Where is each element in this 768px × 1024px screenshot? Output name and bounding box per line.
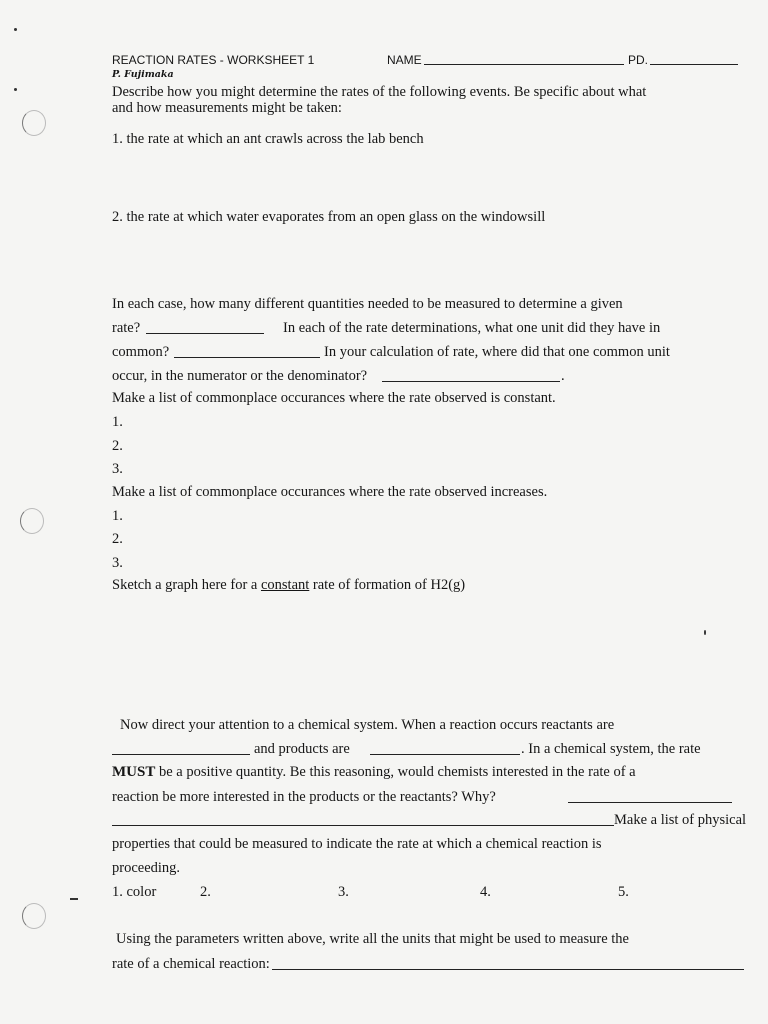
- constant-item-1: 1.: [112, 414, 123, 430]
- question-numerator: In your calculation of rate, where did that one common unit: [324, 344, 670, 360]
- event-water: 2. the rate at which water evaporates from an open glass on the windowsill: [112, 209, 546, 225]
- question-numerator-end: occur, in the numerator or the denominator?: [112, 368, 368, 384]
- answer-quantities[interactable]: [146, 321, 264, 334]
- binder-hole-bottom: [22, 903, 46, 929]
- author-signature: P. Fujimaka: [112, 69, 174, 80]
- property-item-1: 1. color: [112, 884, 157, 900]
- period-field[interactable]: [650, 52, 738, 65]
- must-word: MUST: [112, 764, 156, 780]
- chemical-line-7: proceeding.: [112, 860, 181, 876]
- answer-why[interactable]: [568, 790, 732, 803]
- question-common-unit: In each of the rate determinations, what one unit did they have in: [283, 320, 661, 336]
- sketch-area[interactable]: [112, 600, 732, 705]
- binder-hole-middle: [20, 508, 44, 534]
- chemical-line-2a: and products are: [254, 741, 350, 757]
- answer-reactants[interactable]: [112, 742, 250, 755]
- period-label: PD.: [628, 53, 649, 67]
- constant-list-prompt: Make a list of commonplace occurances where the rate observed is constant.: [112, 390, 556, 406]
- sketch-prompt-before: Sketch a graph here for a: [112, 577, 258, 593]
- property-item-2: 2.: [200, 884, 211, 900]
- chemical-line-6: properties that could be measured to indicate the rate at which a chemical reaction is: [112, 836, 602, 852]
- property-item-5: 5.: [618, 884, 629, 900]
- chemical-line-3: [112, 763, 636, 781]
- binder-hole-top: [22, 110, 46, 136]
- answer-why-continued[interactable]: [112, 813, 614, 826]
- speck: [14, 88, 17, 91]
- chemical-line-1: Now direct your attention to a chemical system. When a reaction occurs reactants are: [120, 717, 615, 733]
- units-line-1: Using the parameters written above, write all the units that might be used to measure the: [116, 931, 629, 947]
- sketch-prompt: [112, 576, 465, 594]
- constant-item-3: 3.: [112, 461, 123, 477]
- question-quantities-end: rate?: [112, 320, 141, 336]
- increase-list-prompt: Make a list of commonplace occurances where the rate observed increases.: [112, 484, 548, 500]
- speck: [14, 28, 17, 31]
- name-label: NAME: [387, 53, 422, 67]
- question-period: .: [561, 368, 565, 384]
- chemical-line-3-rest: be a positive quantity. Be this reasoning, would chemists interested in the rate of a: [158, 764, 636, 780]
- worksheet-title: REACTION RATES - WORKSHEET 1: [112, 53, 315, 67]
- increase-item-1: 1.: [112, 508, 123, 524]
- chemical-line-5: Make a list of physical: [614, 812, 747, 828]
- intro-line-1: Describe how you might determine the rates of the following events. Be specific about what: [112, 84, 647, 100]
- question-common-unit-end: common?: [112, 344, 170, 360]
- increase-item-2: 2.: [112, 531, 123, 547]
- increase-item-3: 3.: [112, 555, 123, 571]
- intro-line-2: and how measurements might be taken:: [112, 100, 342, 116]
- property-item-3: 3.: [338, 884, 349, 900]
- units-line-2: rate of a chemical reaction:: [112, 956, 270, 972]
- answer-common-unit[interactable]: [174, 345, 320, 358]
- question-quantities: In each case, how many different quantities needed to be measured to determine a given: [112, 296, 623, 312]
- answer-products[interactable]: [370, 742, 520, 755]
- constant-item-2: 2.: [112, 438, 123, 454]
- chemical-line-2b: . In a chemical system, the rate: [521, 741, 701, 757]
- event-ant: 1. the rate at which an ant crawls across the lab bench: [112, 131, 424, 147]
- answer-numerator[interactable]: [382, 369, 560, 382]
- sketch-prompt-after: rate of formation of H2(g): [312, 577, 466, 593]
- name-field[interactable]: [424, 52, 624, 65]
- sketch-prompt-underlined: constant: [260, 577, 310, 593]
- property-item-4: 4.: [480, 884, 491, 900]
- speck: [70, 898, 78, 900]
- answer-units[interactable]: [272, 957, 744, 970]
- chemical-line-4: reaction be more interested in the products or the reactants? Why?: [112, 789, 496, 805]
